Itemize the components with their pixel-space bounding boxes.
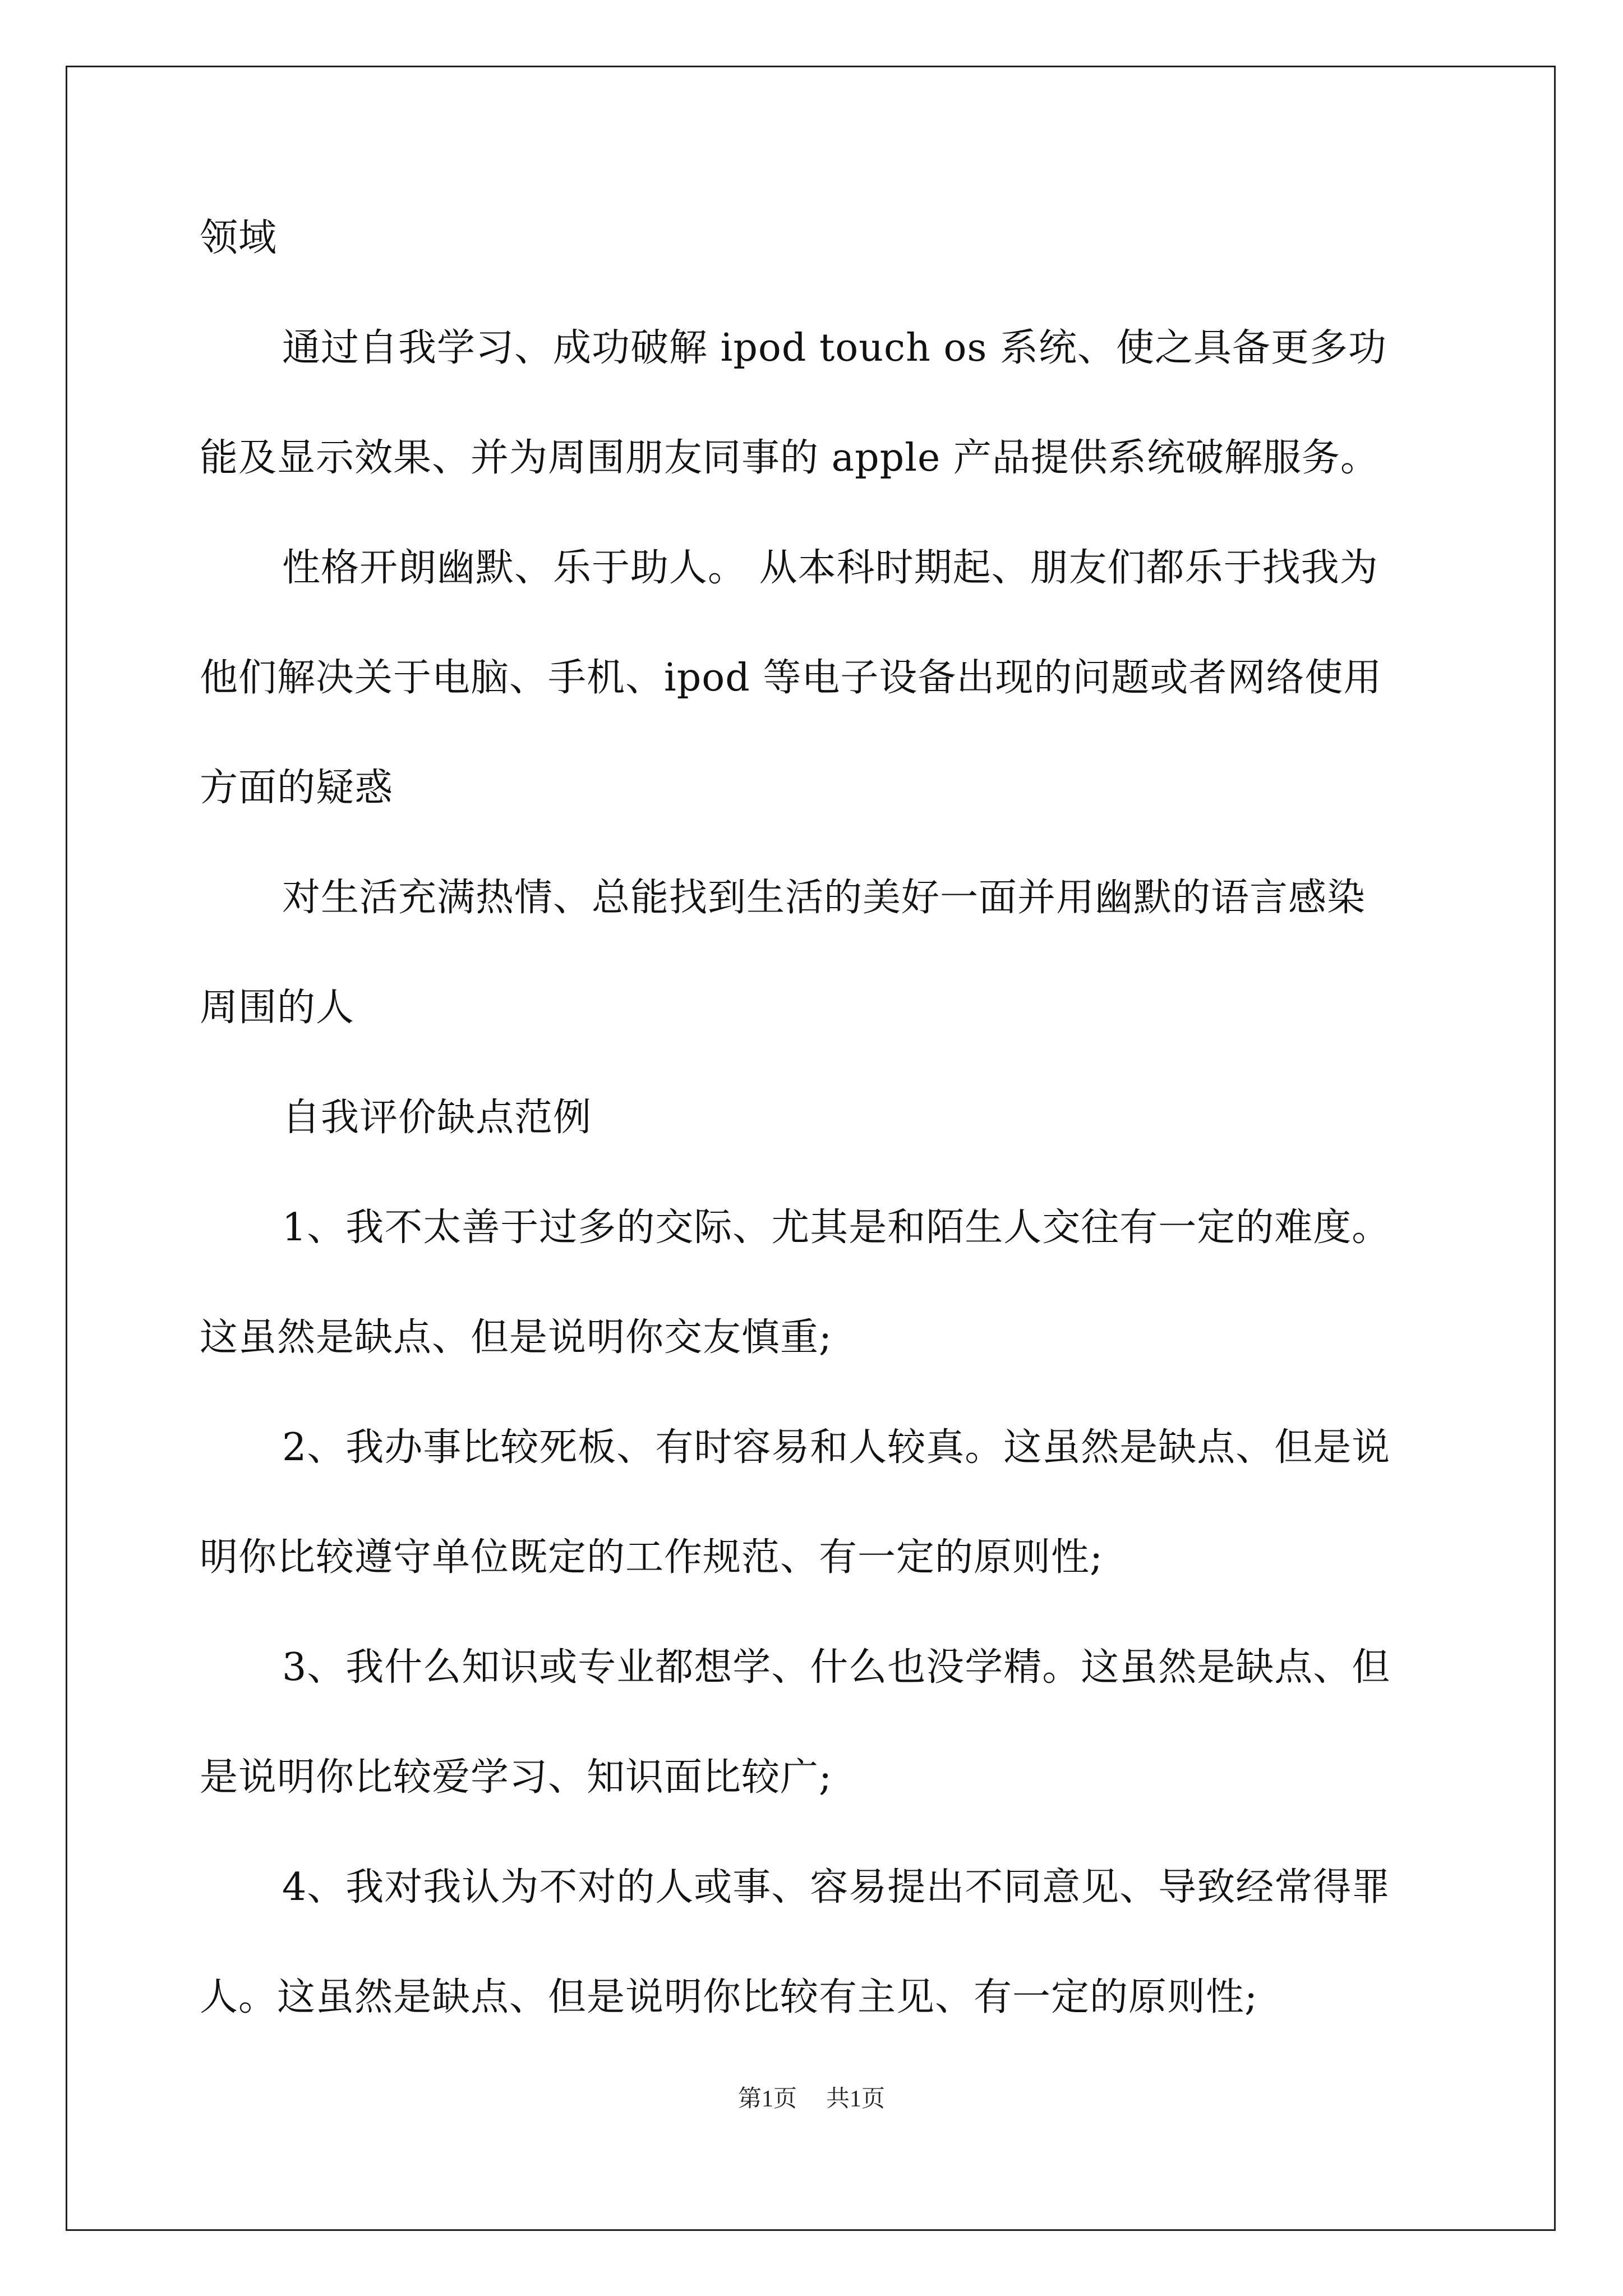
page-footer bbox=[0, 2080, 1623, 2114]
text-line: 通过自我学习、成功破解 ipod touch os 系统、使之具备更多功 bbox=[282, 326, 1387, 370]
text-line: 对生活充满热情、总能找到生活的美好一面并用幽默的语言感染 bbox=[282, 876, 1366, 920]
text-line: 领域 bbox=[200, 216, 278, 260]
section-heading: 自我评价缺点范例 bbox=[282, 1096, 592, 1140]
text-line: 能及显示效果、并为周围朋友同事的 apple 产品提供系统破解服务。 bbox=[200, 436, 1379, 480]
text-line: 这虽然是缺点、但是说明你交友慎重; bbox=[200, 1315, 832, 1360]
text-line: 4、我对我认为不对的人或事、容易提出不同意见、导致经常得罪 bbox=[282, 1865, 1391, 1910]
text-line: 性格开朗幽默、乐于助人。 从本科时期起、朋友们都乐于找我为 bbox=[282, 546, 1378, 590]
page-total: 共1页 bbox=[826, 2086, 886, 2112]
text-line: 是说明你比较爱学习、知识面比较广; bbox=[200, 1755, 832, 1800]
page-number: 第1页 bbox=[737, 2086, 797, 2112]
text-line: 明你比较遵守单位既定的工作规范、有一定的原则性; bbox=[200, 1535, 1103, 1580]
text-line: 周围的人 bbox=[200, 986, 355, 1030]
text-line: 1、我不太善于过多的交际、尤其是和陌生人交往有一定的难度。 bbox=[282, 1205, 1391, 1250]
text-line: 2、我办事比较死板、有时容易和人较真。这虽然是缺点、但是说 bbox=[282, 1425, 1391, 1470]
text-line: 3、我什么知识或专业都想学、什么也没学精。这虽然是缺点、但 bbox=[282, 1645, 1391, 1690]
text-line: 人。这虽然是缺点、但是说明你比较有主见、有一定的原则性; bbox=[200, 1975, 1258, 2019]
text-line: 他们解决关于电脑、手机、ipod 等电子设备出现的问题或者网络使用 bbox=[200, 656, 1382, 700]
text-line: 方面的疑惑 bbox=[200, 766, 394, 810]
